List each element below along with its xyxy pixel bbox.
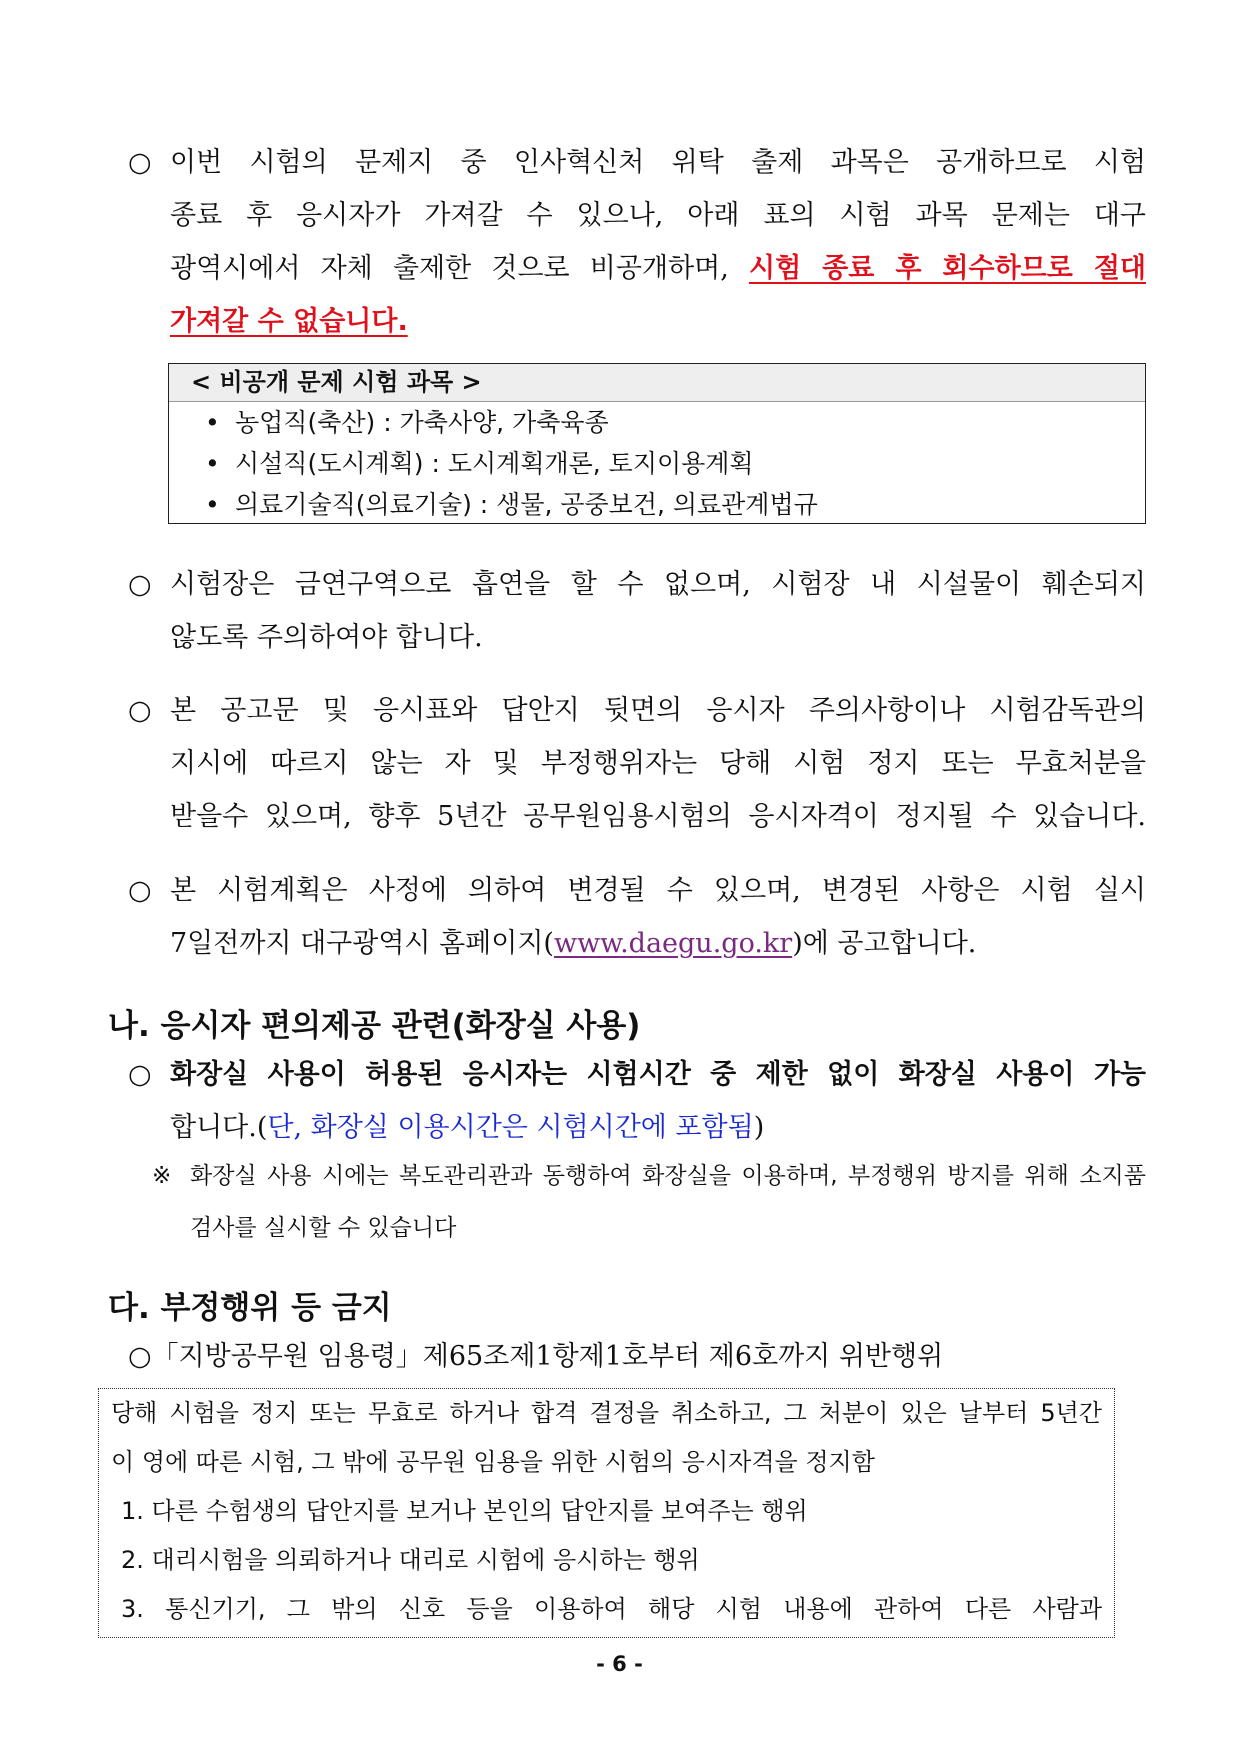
notice-text: 본 시험계획은 사정에 의하여 변경될 수 있으며, 변경된 사항은 시험 실시 — [170, 875, 1146, 906]
notice-restroom — [128, 1048, 1146, 1154]
notice-text: 합니다.( — [170, 1112, 268, 1143]
dot-bullet-icon: • — [205, 490, 220, 519]
notice-text: 않도록 주의하여야 합니다. — [170, 622, 483, 653]
notice-nondisclosure — [128, 136, 1146, 348]
nondisclosed-subjects-box — [168, 363, 1146, 524]
restroom-note — [152, 1150, 1146, 1254]
notice-text: ) — [753, 1112, 765, 1143]
subject-text: 시설직(도시계획) : 도시계획개론, 토지이용계획 — [235, 449, 754, 478]
notice-text: 받을수 있으며, 향후 5년간 공무원임용시험의 응시자격이 정지될 수 있습니다. — [170, 801, 1146, 832]
notice-text: 지시에 따르지 않는 자 및 부정행위자는 당해 시험 정지 또는 무효처분을 — [170, 748, 1146, 779]
warning-text: 가져갈 수 없습니다. — [170, 306, 408, 337]
section-heading-misconduct: 다. 부정행위 등 금지 — [108, 1290, 392, 1326]
subject-text: 의료기술직(의료기술) : 생물, 공중보건, 의료관계법규 — [235, 490, 818, 519]
misconduct-penalty-box — [98, 1388, 1115, 1638]
note-highlight-text: 단, 화장실 이용시간은 시험시간에 포함됨 — [267, 1112, 754, 1143]
misconduct-law-line: ○「지방공무원 임용령」제65조제1항제1호부터 제6호까지 위반행위 — [128, 1341, 944, 1372]
notice-text: )에 공고합니다. — [792, 928, 977, 959]
note-text: 화장실 사용 시에는 복도관리관과 동행하여 화장실을 이용하며, 부정행위 방지를 위해 소지품 — [190, 1163, 1146, 1189]
notice-text: 시험장은 금연구역으로 흡연을 할 수 없으며, 시험장 내 시설물이 훼손되지 — [170, 569, 1146, 600]
circle-bullet-icon: ○ — [128, 875, 152, 906]
notice-text: 광역시에서 자체 출제한 것으로 비공개하며, — [170, 253, 729, 284]
violation-item: 1. 다른 수험생의 답안지를 보거나 본인의 답안지를 보여주는 행위 — [121, 1497, 808, 1525]
reference-mark-icon: ※ — [152, 1163, 172, 1189]
notice-schedule-change — [128, 864, 1146, 970]
homepage-link[interactable]: www.daegu.go.kr — [553, 928, 793, 959]
subject-text: 농업직(축산) : 가축사양, 가축육종 — [235, 408, 609, 437]
notice-text: 종료 후 응시자가 가져갈 수 있으나, 아래 표의 시험 과목 문제는 대구 — [170, 200, 1146, 231]
dot-bullet-icon: • — [205, 408, 220, 437]
violation-item: 2. 대리시험을 의뢰하거나 대리로 시험에 응시하는 행위 — [121, 1546, 700, 1574]
notice-text: 화장실 사용이 허용된 응시자는 시험시간 중 제한 없이 화장실 사용이 가능 — [170, 1059, 1146, 1090]
notice-instructions — [128, 684, 1146, 843]
notice-text: 본 공고문 및 응시표와 답안지 뒷면의 응시자 주의사항이나 시험감독관의 — [170, 695, 1146, 726]
subject-item — [169, 443, 1145, 484]
warning-text: 시험 종료 후 회수하므로 절대 — [749, 253, 1146, 284]
notice-text-mixed — [170, 242, 1146, 295]
circle-bullet-icon: ○ — [128, 695, 152, 726]
page-number: - 6 - — [596, 1652, 643, 1676]
note-text: 검사를 실시할 수 있습니다 — [190, 1215, 457, 1241]
box-title: < 비공개 문제 시험 과목 > — [169, 364, 1145, 402]
subject-item — [169, 484, 1145, 525]
penalty-text: 당해 시험을 정지 또는 무효로 하거나 합격 결정을 취소하고, 그 처분이 있은 날부터 5년간 — [111, 1399, 1102, 1427]
circle-bullet-icon: ○ — [128, 147, 152, 178]
subject-item — [169, 402, 1145, 443]
dot-bullet-icon: • — [205, 449, 220, 478]
violation-item: 3. 통신기기, 그 밖의 신호 등을 이용하여 해당 시험 내용에 관하여 다른 사람과 — [121, 1595, 1102, 1623]
notice-text: 이번 시험의 문제지 중 인사혁신처 위탁 출제 과목은 공개하므로 시험 — [170, 147, 1146, 178]
notice-no-smoking — [128, 558, 1146, 664]
section-heading-restroom: 나. 응시자 편의제공 관련(화장실 사용) — [108, 1008, 641, 1044]
notice-text: 7일전까지 대구광역시 홈페이지( — [170, 928, 554, 959]
penalty-text: 이 영에 따른 시험, 그 밖에 공무원 임용을 위한 시험의 응시자격을 정지함 — [111, 1448, 875, 1476]
circle-bullet-icon: ○ — [128, 569, 152, 600]
circle-bullet-icon: ○ — [128, 1059, 152, 1090]
